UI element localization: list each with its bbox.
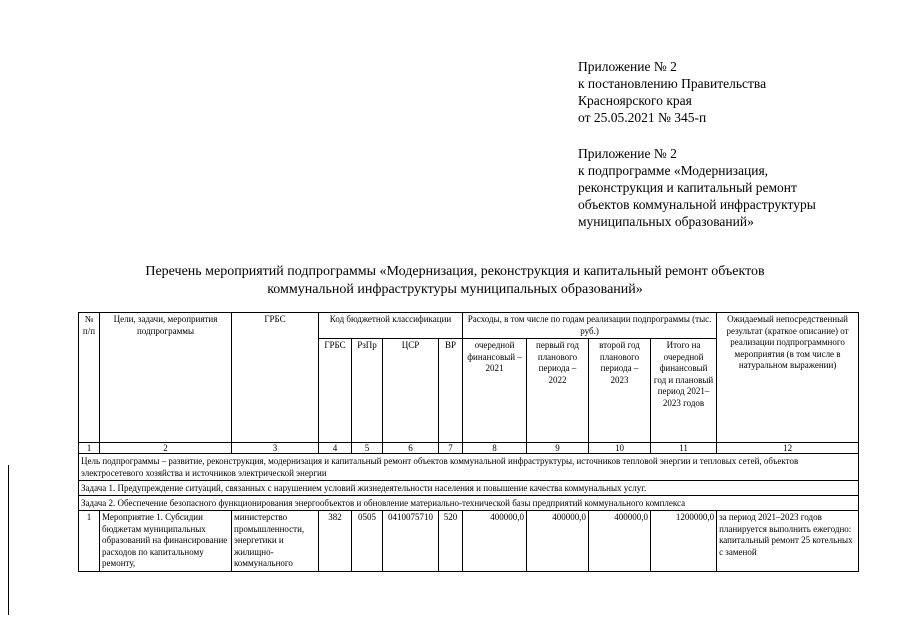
column-number: 9 (527, 443, 589, 454)
appendix-subprogram (578, 145, 816, 230)
column-number: 5 (352, 443, 383, 454)
margin-line (8, 465, 9, 615)
column-number: 8 (463, 443, 527, 454)
header-code-csr: ЦСР (383, 339, 439, 443)
header-code-grbs: ГРБС (319, 339, 352, 443)
title-line: Перечень мероприятий подпрограммы «Модернизация, реконструкция и капитальный ремонт объектов (145, 264, 765, 279)
row-expense-2021: 400000,0 (463, 511, 527, 572)
column-number: 11 (651, 443, 717, 454)
column-number: 10 (589, 443, 651, 454)
appendix-line: Приложение № 2 (578, 59, 677, 74)
column-number: 4 (319, 443, 352, 454)
row-grbs-code: 382 (319, 511, 352, 572)
header-expense-2023: второй год планового периода – 2023 (589, 339, 651, 443)
header-no: № п/п (79, 313, 100, 443)
header-code-rzpr: РзПр (352, 339, 383, 443)
row-expense-2022: 400000,0 (527, 511, 589, 572)
row-expense-2023: 400000,0 (589, 511, 651, 572)
column-number: 2 (100, 443, 232, 454)
goal-row (79, 454, 859, 481)
appendix-government-decree (578, 58, 766, 126)
column-number: 7 (439, 443, 463, 454)
row-measure-name: Мероприятие 1. Субсидии бюджетам муниципальных образований на финансирование расходов по капитальному ремонту, (100, 511, 232, 572)
row-grbs-name: министерство промышленности, энергетики и жилищно-коммунального (232, 511, 319, 572)
measures-table (78, 312, 859, 572)
title-line: коммунальной инфраструктуры муниципальных образований» (267, 282, 643, 297)
subprogram-goal: Цель подпрограммы – развитие, реконструкция, модернизация и капитальный ремонт объектов коммунальной инфраструктуры, источников тепловой энергии и тепловых сетей, объектов электросетевого хозяйства и источников электрической энергии (79, 454, 859, 481)
row-rzpr-code: 0505 (352, 511, 383, 572)
table-row (79, 511, 859, 572)
row-expected-result: за период 2021–2023 годов планируется выполнить ежегодно: капитальный ремонт 25 котельных с заменой (717, 511, 859, 572)
header-expense-2021: очередной финансовый – 2021 (463, 339, 527, 443)
header-goals: Цели, задачи, мероприятия подпрограммы (100, 313, 232, 443)
header-expense-total: Итого на очередной финансовый год и плановый период 2021–2023 годов (651, 339, 717, 443)
row-expense-total: 1200000,0 (651, 511, 717, 572)
header-expenses: Расходы, в том числе по годам реализации подпрограммы (тыс. руб.) (463, 313, 717, 339)
header-code-vr: ВР (439, 339, 463, 443)
appendix-line: объектов коммунальной инфраструктуры (578, 197, 816, 212)
column-number: 12 (717, 443, 859, 454)
task-1: Задача 1. Предупреждение ситуаций, связанных с нарушением условий жизнедеятельности населения и повышение качества коммунальных услуг. (79, 481, 859, 496)
row-no: 1 (79, 511, 100, 572)
document-title (90, 263, 820, 299)
header-expense-2022: первый год планового периода – 2022 (527, 339, 589, 443)
appendix-line: Приложение № 2 (578, 146, 677, 161)
appendix-line: реконструкция и капитальный ремонт (578, 180, 797, 195)
appendix-line: Красноярского края (578, 93, 692, 108)
column-number: 3 (232, 443, 319, 454)
appendix-line: муниципальных образований» (578, 214, 754, 229)
column-numbers-row (79, 443, 859, 454)
appendix-line: к постановлению Правительства (578, 76, 767, 91)
task-2: Задача 2. Обеспечение безопасного функционирования энергообъектов и обновление материально-технической базы предприятий коммунального комплекса (79, 496, 859, 511)
appendix-line: от 25.05.2021 № 345-п (578, 110, 707, 125)
appendix-line: к подпрограмме «Модернизация, (578, 163, 769, 178)
task-row (79, 481, 859, 496)
header-budget-code: Код бюджетной классификации (319, 313, 463, 339)
column-number: 6 (383, 443, 439, 454)
header-grbs: ГРБС (232, 313, 319, 443)
task-row (79, 496, 859, 511)
column-number: 1 (79, 443, 100, 454)
row-vr-code: 520 (439, 511, 463, 572)
header-expected-result: Ожидаемый непосредственный результат (краткое описание) от реализации подпрограммного мероприятия (в том числе в натуральном выражении) (717, 313, 859, 443)
row-csr-code: 0410075710 (383, 511, 439, 572)
header-row (79, 313, 859, 339)
